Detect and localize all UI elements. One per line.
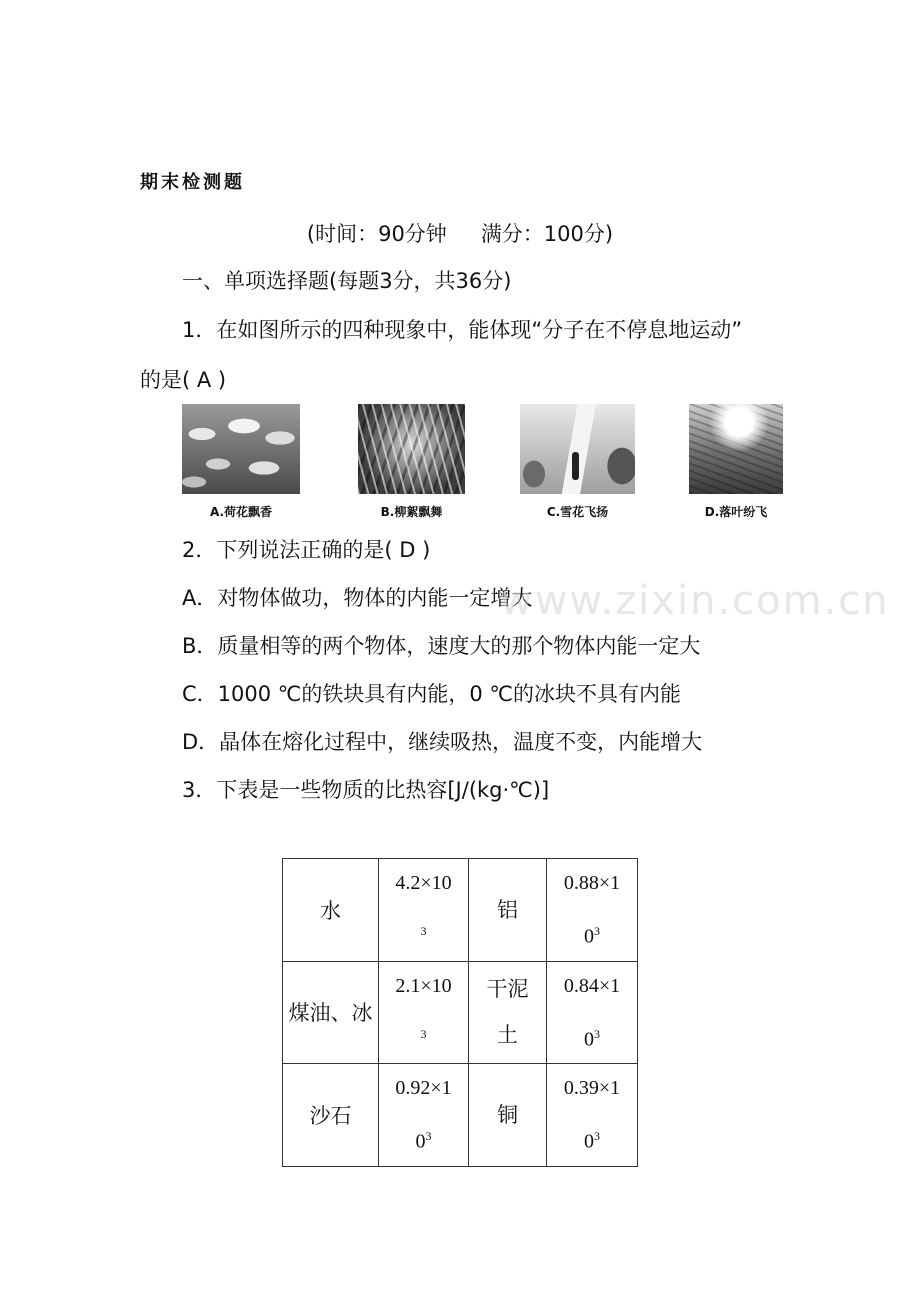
q2-option-d: D．晶体在熔化过程中，继续吸热，温度不变，内能增大: [182, 730, 703, 754]
q2-stem: 2．下列说法正确的是( D ): [182, 538, 431, 562]
photo-snowfall: [520, 404, 635, 494]
q1-stem-line1: 1．在如图所示的四种现象中，能体现“分子在不停息地运动”: [182, 318, 743, 342]
value-cell: [547, 859, 638, 962]
substance-cell: [469, 859, 547, 962]
value-main: 4.2×10: [395, 872, 452, 894]
value-cell: [547, 1064, 638, 1167]
exam-score: 满分：100分): [480, 222, 614, 246]
q2-option-a: A．对物体做功，物体的内能一定增大: [182, 586, 533, 610]
value-exponent: 3: [425, 1129, 432, 1144]
table-row: [283, 859, 638, 962]
document-title: 期末检测题: [140, 172, 245, 193]
value-exponent: 3: [594, 1026, 600, 1041]
caption-d: D.落叶纷飞: [704, 505, 768, 519]
substance-name-line1: 干泥: [486, 977, 529, 1002]
substance-cell: [469, 961, 547, 1064]
watermark: www.zixin.com.cn: [500, 578, 890, 624]
caption-b: B.柳絮飘舞: [380, 505, 443, 519]
q3-stem: 3．下表是一些物质的比热容[J/(kg·℃)]: [182, 778, 550, 802]
table-row: [283, 1064, 638, 1167]
value-tail: 0: [584, 1130, 594, 1153]
exam-time: (时间：90分钟: [306, 222, 447, 246]
value-cell: [379, 859, 469, 962]
photo-willow-catkins: [358, 404, 465, 494]
value-tail: 0: [415, 1130, 426, 1153]
substance-cell: 煤油、冰: [283, 961, 379, 1064]
section-title: 一、单项选择题(每题3分，共36分): [182, 269, 512, 293]
value-main: 0.39×1: [563, 1077, 621, 1100]
exam-info: [0, 218, 920, 248]
q1-stem-line2: 的是( A ): [140, 368, 227, 392]
substance-cell: 沙石: [283, 1064, 379, 1167]
q2-option-c: C．1000 ℃的铁块具有内能，0 ℃的冰块不具有内能: [182, 682, 681, 706]
value-exponent: 3: [420, 924, 427, 938]
substance-name-line2: 土: [497, 1023, 518, 1048]
photo-lotus: [182, 404, 300, 494]
value-cell: [379, 961, 469, 1064]
caption-c: C.雪花飞扬: [546, 505, 609, 519]
person-figure: [572, 452, 579, 480]
table-row: [283, 961, 638, 1064]
substance-cell: [469, 1064, 547, 1167]
value-tail: 0: [584, 1028, 594, 1051]
value-cell: [547, 961, 638, 1064]
value-main: 2.1×10: [395, 974, 452, 997]
value-tail: 0: [584, 925, 594, 948]
caption-a: A.荷花飘香: [209, 505, 273, 519]
substance-cell: 水: [283, 859, 379, 962]
substance-name: 铝: [497, 897, 518, 922]
substance-name: 铜: [497, 1103, 518, 1128]
specific-heat-table: [282, 858, 638, 1167]
value-main: 0.92×1: [395, 1077, 452, 1100]
value-exponent: 3: [594, 1129, 600, 1144]
value-exponent: 3: [420, 1026, 427, 1041]
value-main: 0.88×1: [563, 872, 621, 894]
value-main: 0.84×1: [563, 974, 621, 997]
value-cell: [379, 1064, 469, 1167]
q2-option-b: B．质量相等的两个物体，速度大的那个物体内能一定大: [182, 634, 701, 658]
value-exponent: 3: [594, 924, 600, 938]
photo-falling-leaves: [689, 404, 783, 494]
